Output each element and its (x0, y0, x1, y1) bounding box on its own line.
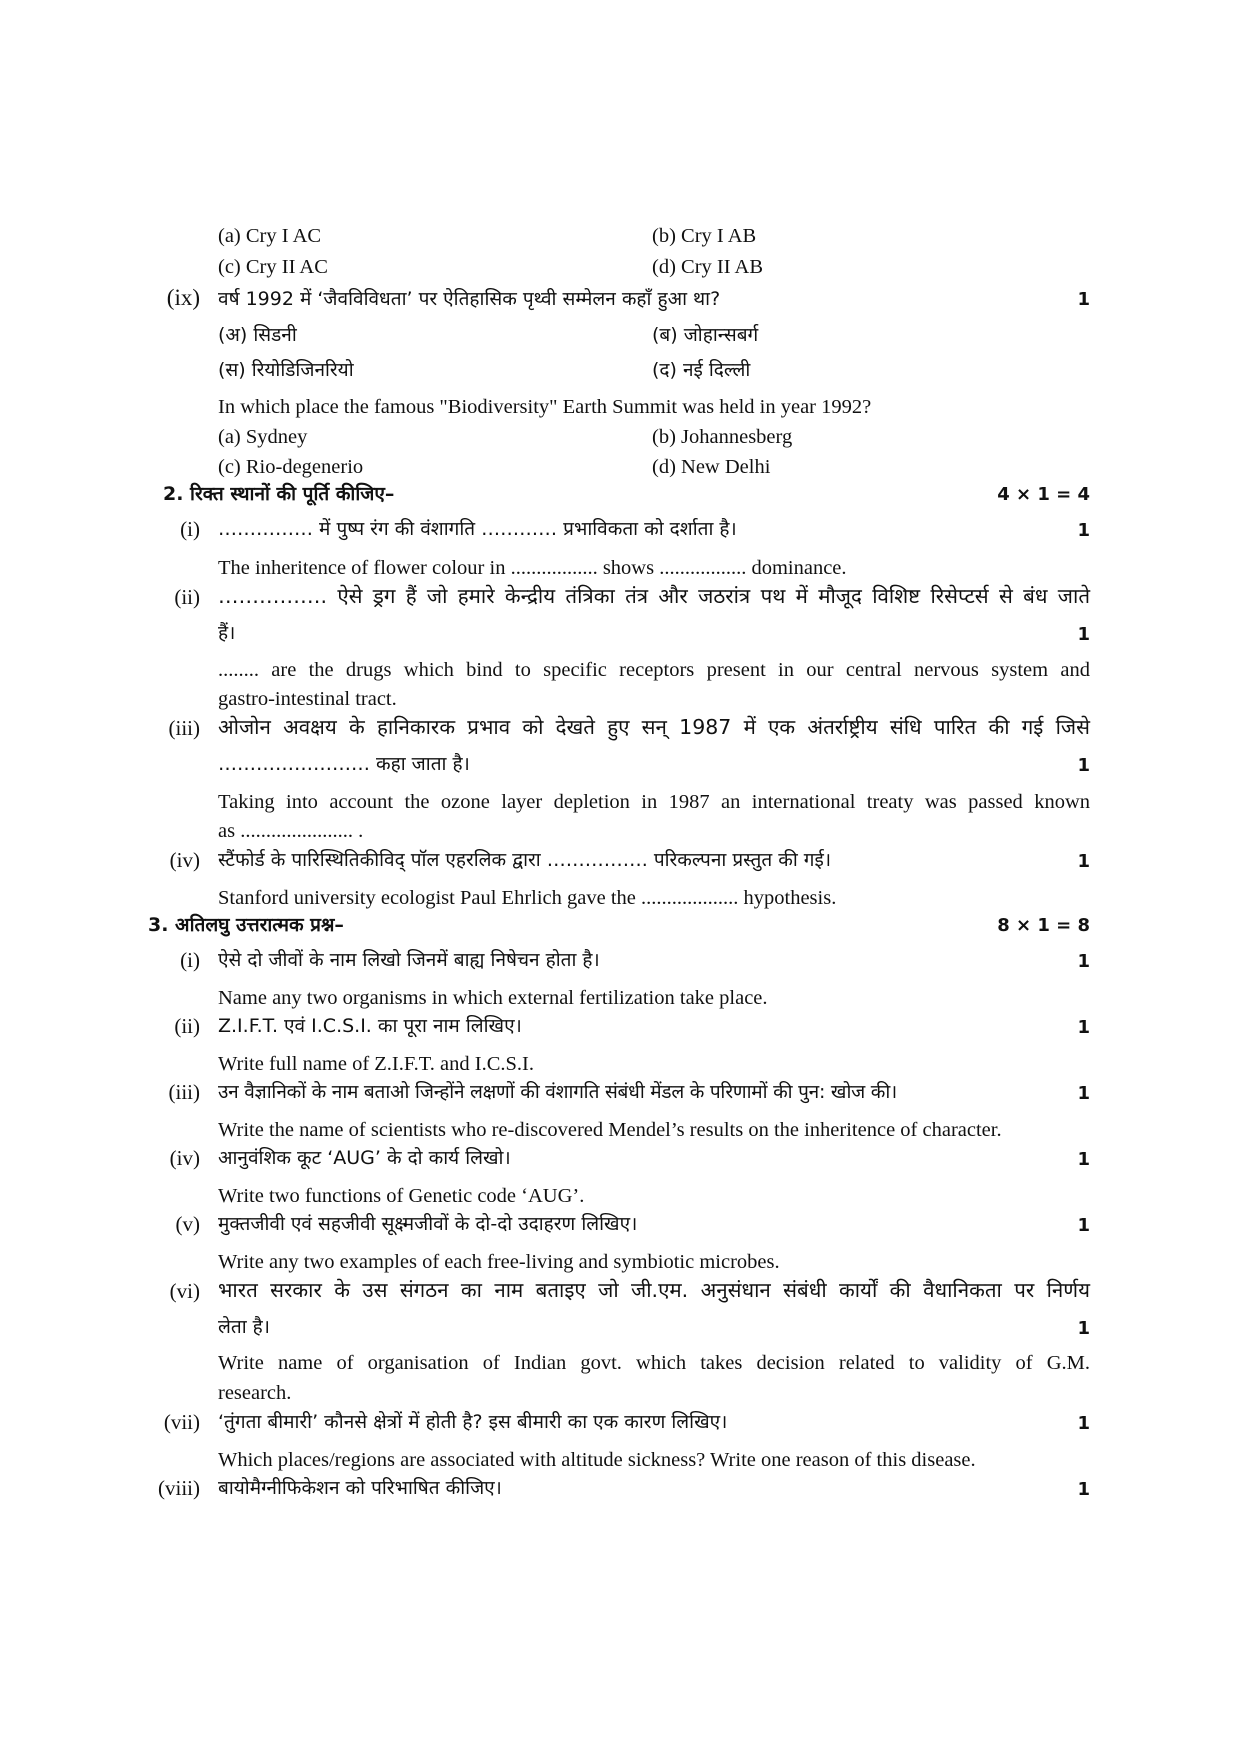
question-english: Write two functions of Genetic code ‘AUG’. (218, 1185, 585, 1207)
question-english-line-2: research. (218, 1382, 292, 1404)
question-number: (v) (175, 1212, 200, 1236)
marks: 1 (1077, 624, 1090, 645)
question-hindi: …………… में पुष्प रंग की वंशागति ………… प्रभाविकता को दर्शाता है। (218, 518, 737, 540)
question-hindi-line-2: …………………… कहा जाता है। (218, 753, 470, 775)
question-english-line-1: Write name of organisation of Indian govt. which takes decision related to validity of G.M. (218, 1352, 1090, 1374)
question-hindi: आनुवंशिक कूट ‘AUG’ के दो कार्य लिखो। (218, 1147, 511, 1169)
question-number: (iv) (169, 848, 200, 872)
question-english: In which place the famous "Biodiversity" Earth Summit was held in year 1992? (218, 396, 872, 418)
question-number: (iv) (169, 1146, 200, 1170)
question-hindi: बायोमैग्नीफिकेशन को परिभाषित कीजिए। (218, 1477, 502, 1499)
marks: 1 (1077, 1413, 1090, 1434)
option-hindi-c: (स) रियोडिजिनरियो (218, 359, 354, 381)
option-b: (b) Cry I AB (652, 225, 757, 247)
question-english-line-1: ........ are the drugs which bind to specific receptors present in our central nervous system and (218, 659, 1090, 681)
marks: 1 (1077, 520, 1090, 541)
option-hindi-b: (ब) जोहान्सबर्ग (652, 324, 759, 346)
question-hindi-line-2: हैं। (218, 622, 236, 644)
question-english: The inheritence of flower colour in ................. shows ................. dominance. (218, 557, 847, 579)
option-a: (a) Sydney (218, 426, 308, 448)
question-hindi: Z.I.F.T. एवं I.C.S.I. का पूरा नाम लिखिए। (218, 1015, 522, 1037)
question-english: Stanford university ecologist Paul Ehrlich gave the ................... hypothesis. (218, 887, 837, 909)
marks: 1 (1077, 1149, 1090, 1170)
option-b: (b) Johannesberg (652, 426, 793, 448)
question-hindi: उन वैज्ञानिकों के नाम बताओ जिन्होंने लक्षणों की वंशागति संबंधी मेंडल के परिणामों की पुन: खोज की। (218, 1081, 897, 1103)
marks: 1 (1077, 1083, 1090, 1104)
question-number: (ix) (166, 285, 200, 310)
question-hindi-line-1: ओजोन अवक्षय के हानिकारक प्रभाव को देखते हुए सन् 1987 में एक अंतर्राष्ट्रीय संधि पारित की गई जिसे (218, 715, 1090, 739)
question-hindi: ‘तुंगता बीमारी’ कौनसे क्षेत्रों में होती है? इस बीमारी का एक कारण लिखिए। (218, 1411, 728, 1433)
question-number: (viii) (158, 1476, 200, 1500)
marks: 1 (1077, 951, 1090, 972)
question-number: (i) (180, 948, 200, 972)
question-number: (iii) (168, 716, 200, 740)
marks: 1 (1077, 1017, 1090, 1038)
marks: 1 (1077, 1215, 1090, 1236)
question-english: Name any two organisms in which external fertilization take place. (218, 987, 768, 1009)
marks: 1 (1077, 755, 1090, 776)
marks: 1 (1077, 289, 1090, 310)
option-c: (c) Cry II AC (218, 256, 328, 278)
option-c: (c) Rio-degenerio (218, 456, 364, 478)
section-2-title: 2. रिक्त स्थानों की पूर्ति कीजिए– (163, 483, 395, 505)
question-english-line-2: gastro-intestinal tract. (218, 688, 397, 710)
question-english: Write any two examples of each free-living and symbiotic microbes. (218, 1251, 780, 1273)
question-english: Write full name of Z.I.F.T. and I.C.S.I. (218, 1053, 534, 1075)
question-number: (vii) (163, 1410, 200, 1434)
question-english: Which places/regions are associated with altitude sickness? Write one reason of this disease. (218, 1449, 976, 1471)
question-english-line-1: Taking into account the ozone layer depletion in 1987 an international treaty was passed known (218, 791, 1090, 813)
marks: 1 (1077, 1318, 1090, 1339)
section-3-marks: 8 × 1 = 8 (997, 915, 1090, 936)
option-d: (d) Cry II AB (652, 256, 764, 278)
question-english: Write the name of scientists who re-discovered Mendel’s results on the inheritence of character. (218, 1119, 1002, 1141)
question-hindi-line-1: ……………. ऐसे ड्रग हैं जो हमारे केन्द्रीय तंत्रिका तंत्र और जठरांत्र पथ में मौजूद विशिष्ट रिसेप्टर्स से बंध जाते (218, 584, 1090, 608)
question-number: (iii) (168, 1080, 200, 1104)
section-3-title: 3. अतिलघु उत्तरात्मक प्रश्न– (148, 914, 344, 936)
question-number: (i) (180, 517, 200, 541)
question-hindi-line-2: लेता है। (218, 1316, 270, 1338)
question-hindi: स्टैंफोर्ड के पारिस्थितिकीविद् पॉल एहरलिक द्वारा ……………. परिकल्पना प्रस्तुत की गई। (218, 849, 832, 871)
question-hindi: ऐसे दो जीवों के नाम लिखो जिनमें बाह्य निषेचन होता है। (218, 949, 600, 971)
question-hindi: वर्ष 1992 में ‘जैवविविधता’ पर ऐतिहासिक पृथ्वी सम्मेलन कहाँ हुआ था? (218, 288, 721, 310)
option-hindi-a: (अ) सिडनी (218, 324, 297, 346)
option-d: (d) New Delhi (652, 456, 771, 478)
marks: 1 (1077, 1479, 1090, 1500)
question-number: (ii) (174, 1014, 200, 1038)
question-number: (vi) (169, 1279, 200, 1303)
question-number: (ii) (174, 585, 200, 609)
question-hindi: मुक्तजीवी एवं सहजीवी सूक्ष्मजीवों के दो-दो उदाहरण लिखिए। (218, 1213, 638, 1235)
question-english-line-2: as ...................... . (218, 820, 364, 842)
question-hindi-line-1: भारत सरकार के उस संगठन का नाम बताइए जो जी.एम. अनुसंधान संबंधी कार्यों की वैधानिकता पर निर्णय (218, 1278, 1090, 1302)
section-2-marks: 4 × 1 = 4 (997, 484, 1090, 505)
marks: 1 (1077, 851, 1090, 872)
option-hindi-d: (द) नई दिल्ली (652, 359, 751, 381)
option-a: (a) Cry I AC (218, 225, 322, 247)
